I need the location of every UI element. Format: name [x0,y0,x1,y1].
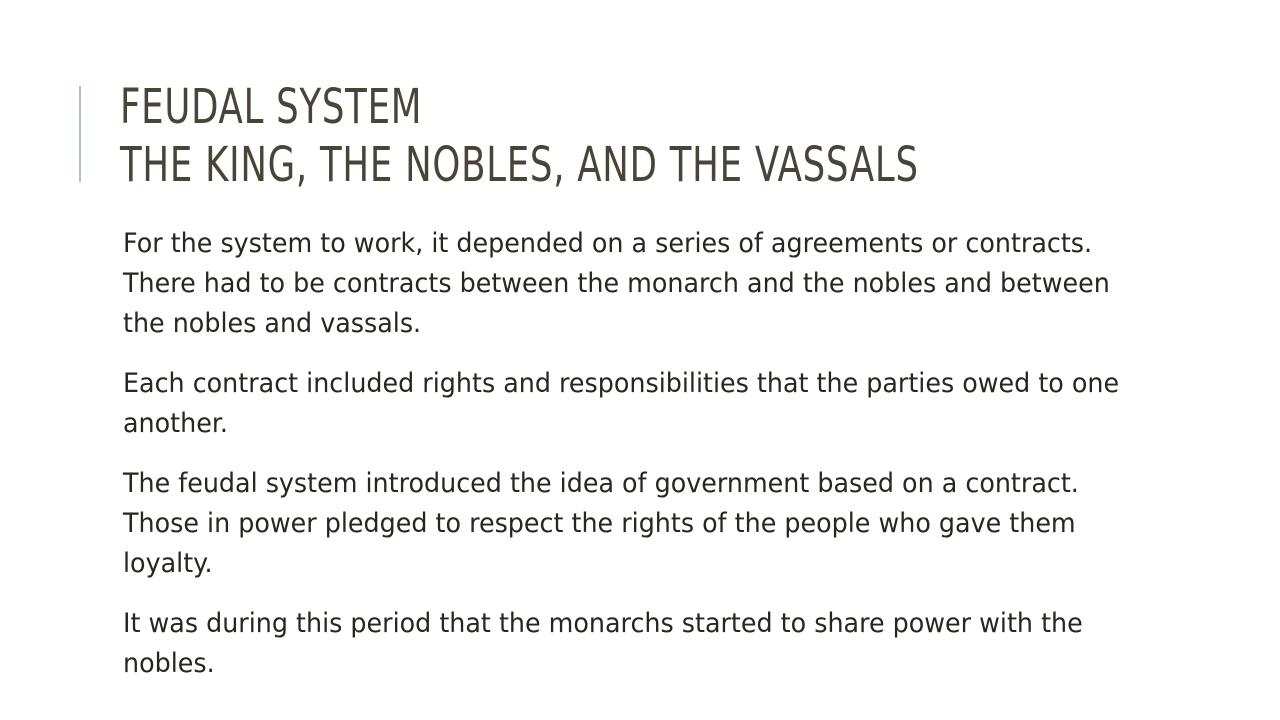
title-accent-bar [79,86,81,182]
body-paragraph: It was during this period that the monarchs started to share power with the nobles. [123,608,1083,679]
slide-title-line-1: FEUDAL SYSTEM [120,79,423,135]
body-paragraph: The feudal system introduced the idea of government based on a contract. Those in power pledged to respect the rights of the people who gave them loyalty. [123,468,1079,579]
body-paragraph: For the system to work, it depended on a series of agreements or contracts. There had to be contracts between the monarch and the nobles and between the nobles and vassals. [123,228,1110,339]
body-paragraph: Each contract included rights and responsibilities that the parties owed to one another. [123,368,1120,439]
slide-title [120,78,934,194]
slide-body [123,224,1143,704]
slide-title-line-2: THE KING, THE NOBLES, AND THE VASSALS [120,137,919,193]
